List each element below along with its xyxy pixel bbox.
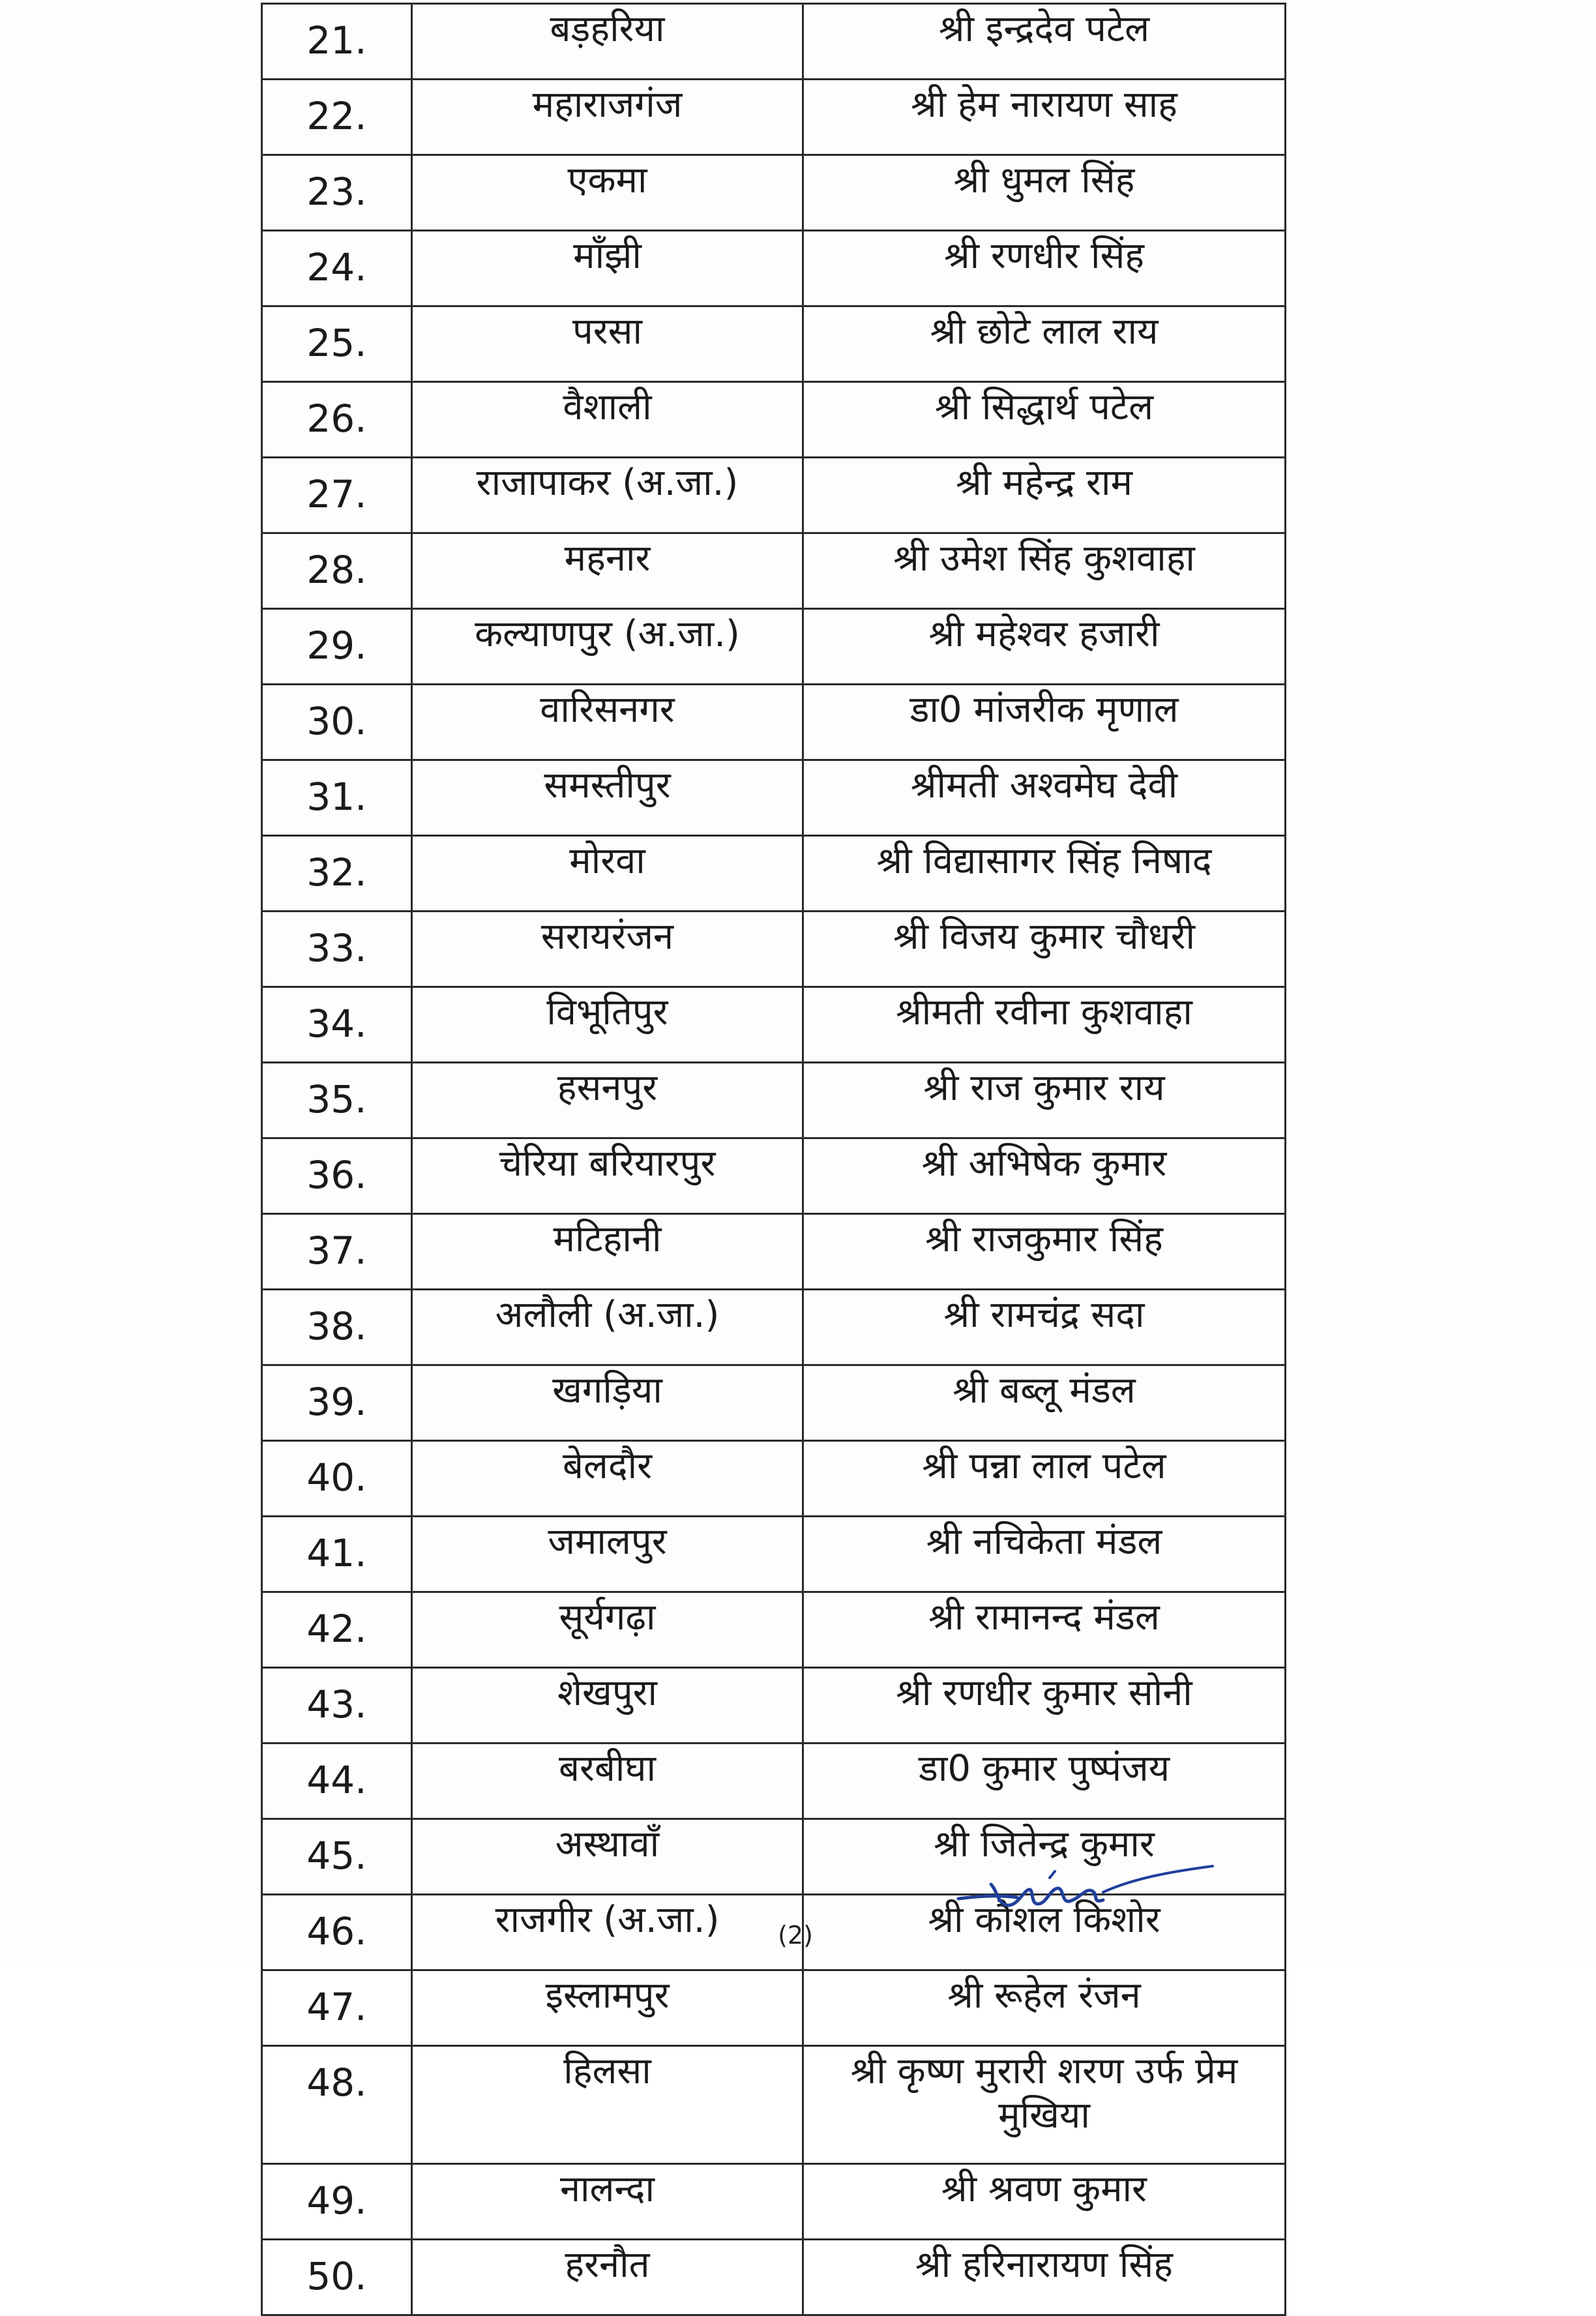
table-row: [262, 1592, 1286, 1668]
table-row: [262, 1063, 1286, 1138]
constituency-cell: अस्थावाँ: [412, 1819, 803, 1895]
serial-number-cell: 41.: [262, 1517, 412, 1592]
constituency-cell: राजापाकर (अ.जा.): [412, 458, 803, 533]
table-row: [262, 2164, 1286, 2240]
constituency-cell: समस्तीपुर: [412, 760, 803, 836]
serial-number-cell: 37.: [262, 1214, 412, 1290]
serial-number-cell: 21.: [262, 4, 412, 80]
serial-number-cell: 28.: [262, 533, 412, 609]
serial-number-cell: 25.: [262, 306, 412, 382]
constituency-cell: विभूतिपुर: [412, 987, 803, 1063]
candidate-name-cell: श्री छोटे लाल राय: [803, 306, 1286, 382]
candidate-name-cell: श्री हरिनारायण सिंह: [803, 2240, 1286, 2315]
constituency-cell: वारिसनगर: [412, 685, 803, 760]
candidate-name-cell: श्रीमती रवीना कुशवाहा: [803, 987, 1286, 1063]
candidate-name-cell: डा0 कुमार पुष्पंजय: [803, 1744, 1286, 1819]
constituency-cell: राजगीर (अ.जा.): [412, 1895, 803, 1970]
candidate-name-cell: श्री राजकुमार सिंह: [803, 1214, 1286, 1290]
candidate-name-cell: श्री इन्द्रदेव पटेल: [803, 4, 1286, 80]
constituency-cell: बड़हरिया: [412, 4, 803, 80]
table-row: [262, 1365, 1286, 1441]
serial-number-cell: 45.: [262, 1819, 412, 1895]
serial-number-cell: 44.: [262, 1744, 412, 1819]
serial-number-cell: 32.: [262, 836, 412, 912]
candidate-name-cell: श्री रामचंद्र सदा: [803, 1290, 1286, 1365]
candidate-name-cell: श्री रणधीर कुमार सोनी: [803, 1668, 1286, 1744]
serial-number-cell: 33.: [262, 912, 412, 987]
candidate-name-cell: श्री धुमल सिंह: [803, 155, 1286, 231]
candidate-name-cell: श्री बब्लू मंडल: [803, 1365, 1286, 1441]
constituency-cell: बरबीघा: [412, 1744, 803, 1819]
table-row: [262, 1441, 1286, 1517]
serial-number-cell: 46.: [262, 1895, 412, 1970]
table-row: [262, 1517, 1286, 1592]
table-row: [262, 987, 1286, 1063]
serial-number-cell: 48.: [262, 2046, 412, 2164]
candidate-name-cell: श्री सिद्धार्थ पटेल: [803, 382, 1286, 458]
serial-number-cell: 23.: [262, 155, 412, 231]
constituency-cell: बेलदौर: [412, 1441, 803, 1517]
serial-number-cell: 40.: [262, 1441, 412, 1517]
serial-number-cell: 31.: [262, 760, 412, 836]
table-row: [262, 306, 1286, 382]
candidate-name-cell: श्रीमती अश्वमेघ देवी: [803, 760, 1286, 836]
serial-number-cell: 24.: [262, 231, 412, 306]
table-row: [262, 760, 1286, 836]
constituency-cell: परसा: [412, 306, 803, 382]
candidate-name-cell: श्री उमेश सिंह कुशवाहा: [803, 533, 1286, 609]
constituency-cell: मोरवा: [412, 836, 803, 912]
constituency-cell: जमालपुर: [412, 1517, 803, 1592]
table-row: [262, 458, 1286, 533]
candidate-name-cell: श्री पन्ना लाल पटेल: [803, 1441, 1286, 1517]
table-row: [262, 1290, 1286, 1365]
constituency-cell: कल्याणपुर (अ.जा.): [412, 609, 803, 685]
candidate-name-cell: श्री हेम नारायण साह: [803, 80, 1286, 155]
constituency-cell: महनार: [412, 533, 803, 609]
candidate-name-cell: श्री कृष्ण मुरारी शरण उर्फ प्रेम मुखिया: [803, 2046, 1286, 2164]
constituency-cell: चेरिया बरियारपुर: [412, 1138, 803, 1214]
signature-image: [952, 1852, 1226, 1923]
candidate-name-cell: श्री महेन्द्र राम: [803, 458, 1286, 533]
table-row: [262, 2046, 1286, 2164]
candidate-name-cell: डा0 मांजरीक मृणाल: [803, 685, 1286, 760]
constituency-cell: अलौली (अ.जा.): [412, 1290, 803, 1365]
table-row: [262, 1668, 1286, 1744]
table-row: [262, 1744, 1286, 1819]
candidate-name-cell: श्री विजय कुमार चौधरी: [803, 912, 1286, 987]
table-row: [262, 1970, 1286, 2046]
candidate-name-cell: श्री रामानन्द मंडल: [803, 1592, 1286, 1668]
candidate-name-cell: श्री अभिषेक कुमार: [803, 1138, 1286, 1214]
constituency-cell: हसनपुर: [412, 1063, 803, 1138]
candidate-table-body: [262, 4, 1286, 2315]
constituency-cell: इस्लामपुर: [412, 1970, 803, 2046]
candidate-table: [261, 3, 1286, 2316]
table-row: [262, 912, 1286, 987]
serial-number-cell: 43.: [262, 1668, 412, 1744]
constituency-cell: सरायरंजन: [412, 912, 803, 987]
serial-number-cell: 36.: [262, 1138, 412, 1214]
serial-number-cell: 26.: [262, 382, 412, 458]
table-row: [262, 80, 1286, 155]
constituency-cell: हिलसा: [412, 2046, 803, 2164]
candidate-name-cell: श्री जितेन्द्र कुमार: [803, 1819, 1286, 1895]
table-row: [262, 836, 1286, 912]
constituency-cell: नालन्दा: [412, 2164, 803, 2240]
candidate-name-cell: श्री कौशल किशोर: [803, 1895, 1286, 1970]
constituency-cell: हरनौत: [412, 2240, 803, 2315]
table-row: [262, 1138, 1286, 1214]
candidate-name-cell: श्री विद्यासागर सिंह निषाद: [803, 836, 1286, 912]
serial-number-cell: 27.: [262, 458, 412, 533]
table-row: [262, 382, 1286, 458]
serial-number-cell: 38.: [262, 1290, 412, 1365]
serial-number-cell: 39.: [262, 1365, 412, 1441]
constituency-cell: एकमा: [412, 155, 803, 231]
constituency-cell: महाराजगंज: [412, 80, 803, 155]
constituency-cell: शेखपुरा: [412, 1668, 803, 1744]
page-number: (2): [778, 1921, 813, 1950]
table-row: [262, 609, 1286, 685]
candidate-name-cell: श्री नचिकेता मंडल: [803, 1517, 1286, 1592]
table-row: [262, 4, 1286, 80]
table-row: [262, 1214, 1286, 1290]
candidate-name-cell: श्री राज कुमार राय: [803, 1063, 1286, 1138]
constituency-cell: मटिहानी: [412, 1214, 803, 1290]
table-row: [262, 2240, 1286, 2315]
serial-number-cell: 42.: [262, 1592, 412, 1668]
constituency-cell: खगड़िया: [412, 1365, 803, 1441]
serial-number-cell: 35.: [262, 1063, 412, 1138]
serial-number-cell: 49.: [262, 2164, 412, 2240]
serial-number-cell: 34.: [262, 987, 412, 1063]
candidate-name-cell: श्री रूहेल रंजन: [803, 1970, 1286, 2046]
candidate-name-cell: श्री महेश्वर हजारी: [803, 609, 1286, 685]
serial-number-cell: 50.: [262, 2240, 412, 2315]
table-row: [262, 685, 1286, 760]
serial-number-cell: 47.: [262, 1970, 412, 2046]
constituency-cell: सूर्यगढ़ा: [412, 1592, 803, 1668]
constituency-cell: वैशाली: [412, 382, 803, 458]
serial-number-cell: 22.: [262, 80, 412, 155]
table-row: [262, 155, 1286, 231]
table-row: [262, 533, 1286, 609]
candidate-name-cell: श्री श्रवण कुमार: [803, 2164, 1286, 2240]
table-row: [262, 231, 1286, 306]
constituency-cell: माँझी: [412, 231, 803, 306]
serial-number-cell: 30.: [262, 685, 412, 760]
serial-number-cell: 29.: [262, 609, 412, 685]
candidate-name-cell: श्री रणधीर सिंह: [803, 231, 1286, 306]
